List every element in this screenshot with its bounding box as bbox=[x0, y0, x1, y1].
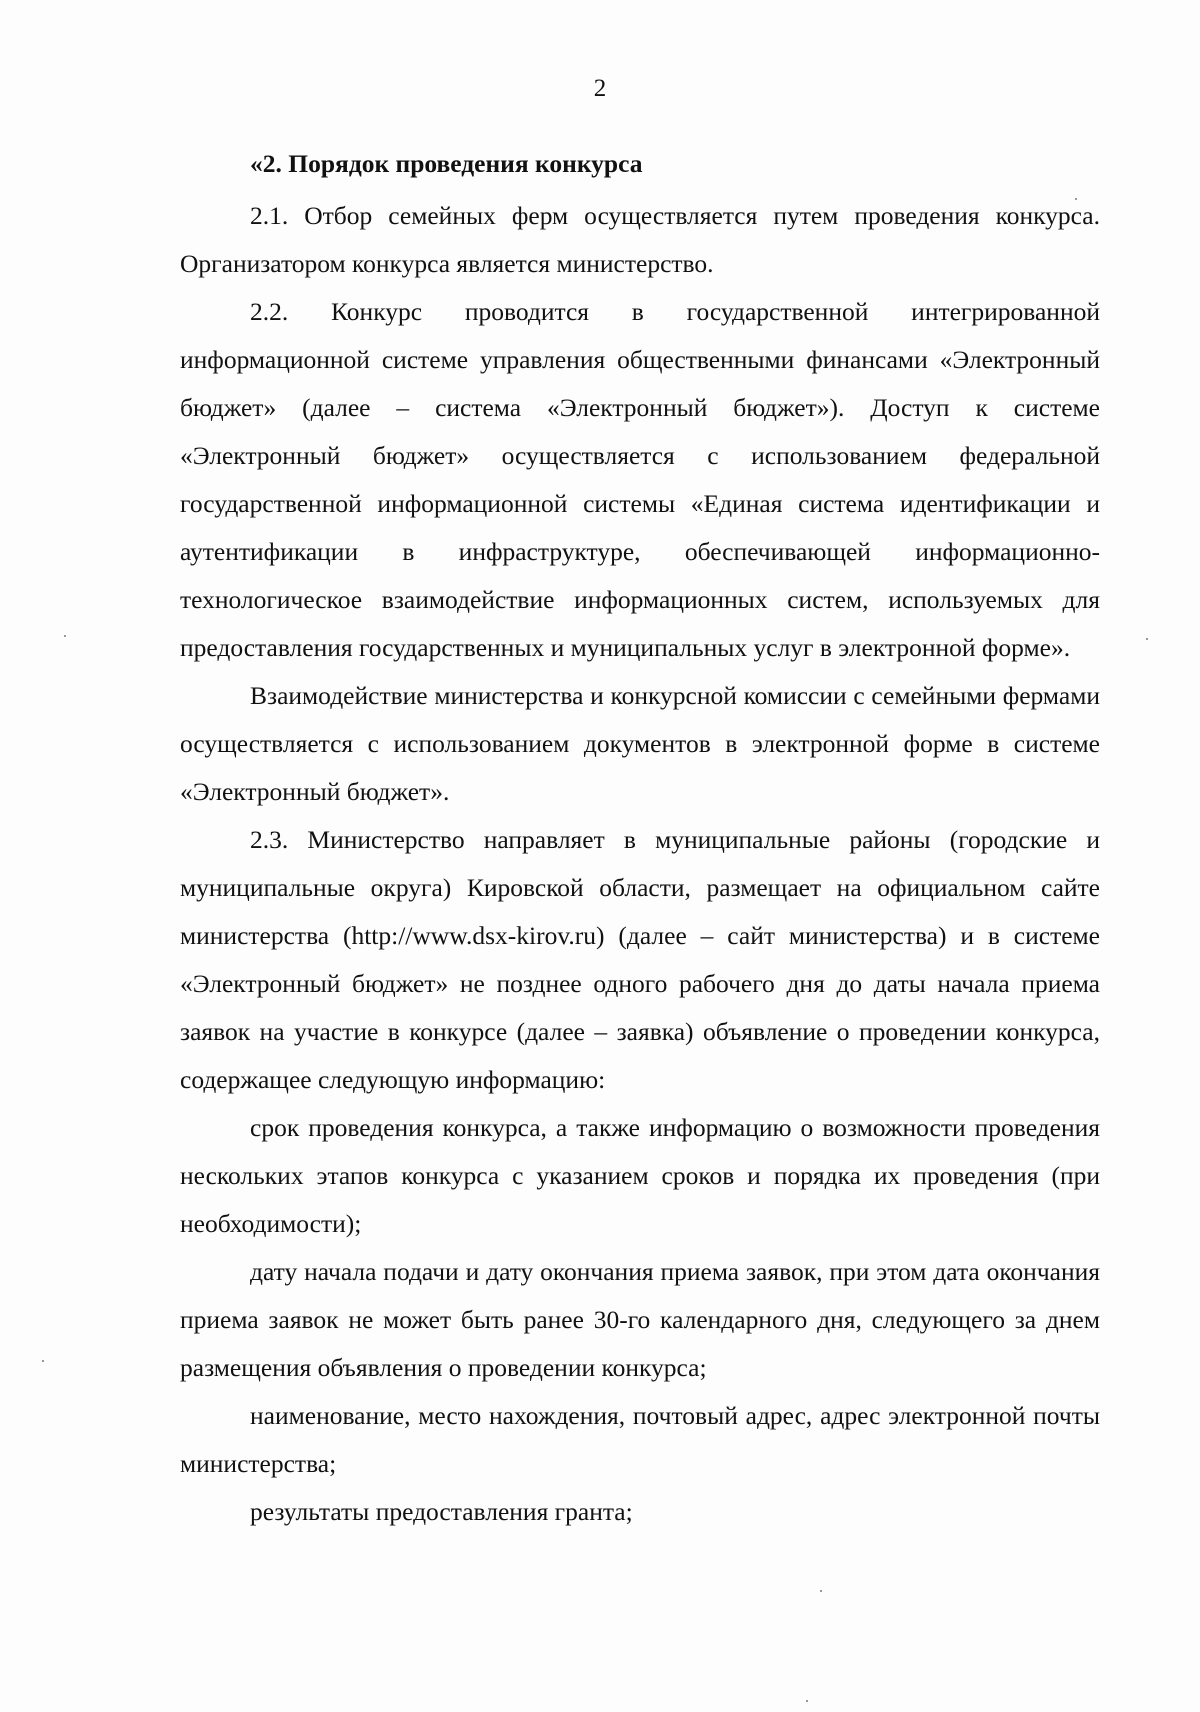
paragraph-interaction: Взаимодействие министерства и конкурсной комиссии с семейными фермами осуществляется с использованием документов в электронной форме в системе «Электронный бюджет». bbox=[180, 681, 1100, 806]
scan-speck bbox=[1146, 638, 1148, 640]
scan-speck bbox=[1075, 198, 1077, 200]
list-item-contest-period: срок проведения конкурса, а также информацию о возможности проведения нескольких этапов конкурса с указанием сроков и порядка их проведения (при необходимости); bbox=[180, 1113, 1100, 1238]
scan-speck bbox=[806, 1700, 808, 1702]
paragraph-2-2: 2.2. Конкурс проводится в государственной интегрированной информационной системе управления общественными финансами «Электронный бюджет» (далее – система «Электронный бюджет»). Доступ к системе «Электронный бюджет» осуществляется с использованием федеральной государственной информационной системы «Единая система идентификации и аутентификации в инфраструктуре, обеспечивающей информационно-технологическое взаимодействие информационных систем, используемых для предоставления государственных и муниципальных услуг в электронной форме». bbox=[180, 297, 1100, 662]
scan-speck bbox=[42, 1360, 44, 1362]
list-item-ministry-contacts: наименование, место нахождения, почтовый адрес, адрес электронной почты министерства; bbox=[180, 1401, 1100, 1478]
section-heading: «2. Порядок проведения конкурса bbox=[250, 149, 643, 178]
list-item-grant-results: результаты предоставления гранта; bbox=[250, 1497, 633, 1526]
list-item-application-dates: дату начала подачи и дату окончания приема заявок, при этом дата окончания приема заявок не может быть ранее 30-го календарного дня, следующего за днем размещения объявления о проведении конкурса; bbox=[180, 1257, 1100, 1382]
section-body bbox=[180, 140, 1100, 1536]
page-number: 2 bbox=[593, 75, 607, 102]
scan-speck bbox=[820, 1590, 822, 1592]
scan-speck bbox=[64, 635, 66, 637]
paragraph-2-3: 2.3. Министерство направляет в муниципальные районы (городские и муниципальные округа) Кировской области, размещает на официальном сайте министерства (http://www.dsx-kirov.ru) (далее – сайт министерства) и в системе «Электронный бюджет» не позднее одного рабочего дня до даты начала приема заявок на участие в конкурсе (далее – заявка) объявление о проведении конкурса, содержащее следующую информацию: bbox=[180, 825, 1100, 1094]
paragraph-2-1: 2.1. Отбор семейных ферм осуществляется путем проведения конкурса. Организатором конкурса является министерство. bbox=[180, 201, 1100, 278]
